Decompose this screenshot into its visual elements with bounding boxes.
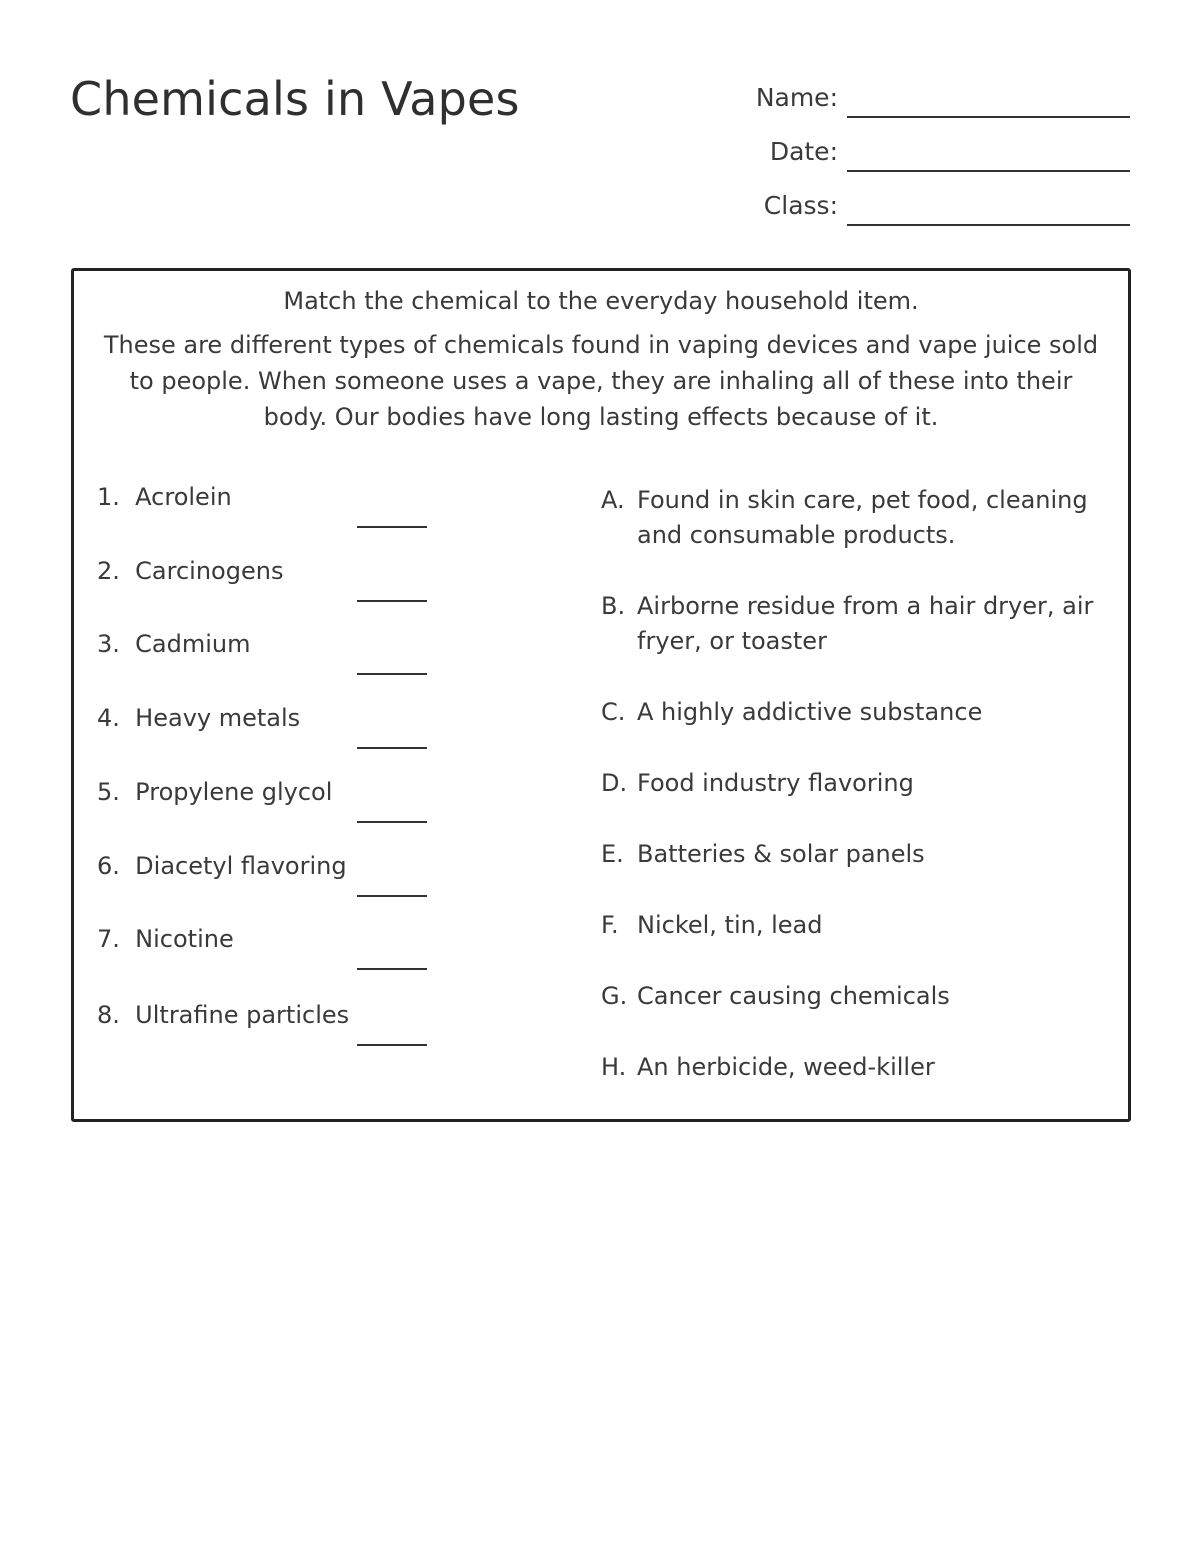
name-field-row — [700, 78, 1130, 118]
answer-blank[interactable] — [357, 1044, 427, 1046]
answer-text: An herbicide, weed-killer — [637, 1053, 935, 1081]
class-field-row — [700, 186, 1130, 226]
question-text: 7. Nicotine — [97, 925, 234, 953]
question-item — [97, 557, 437, 591]
question-text: 1. Acrolein — [97, 483, 232, 511]
answer-option — [601, 979, 1101, 1014]
answer-letter: F. — [601, 911, 619, 939]
answer-letter: G. — [601, 982, 628, 1010]
question-text: 6. Diacetyl flavoring — [97, 852, 347, 880]
question-item — [97, 630, 437, 664]
question-item — [97, 778, 437, 812]
answer-text: Batteries & solar panels — [637, 840, 925, 868]
answer-letter: B. — [601, 592, 626, 620]
question-text: 5. Propylene glycol — [97, 778, 333, 806]
question-text: 2. Carcinogens — [97, 557, 284, 585]
intro-paragraph: These are different types of chemicals found in vaping devices and vape juice sold to people. When someone uses a vape, they are inhaling all of these into their body. Our bodies have long lasting effects because of it. — [103, 331, 1099, 431]
answer-text: Airborne residue from a hair dryer, air fryer, or toaster — [637, 592, 1094, 655]
answer-blank[interactable] — [357, 673, 427, 675]
page-title: Chemicals in Vapes — [70, 72, 520, 126]
answer-option — [601, 589, 1101, 659]
question-item — [97, 852, 437, 886]
answer-blank[interactable] — [357, 600, 427, 602]
class-field-line[interactable] — [847, 224, 1130, 226]
answer-option — [601, 766, 1101, 801]
answer-blank[interactable] — [357, 968, 427, 970]
name-field-line[interactable] — [847, 116, 1130, 118]
date-label: Date: — [769, 137, 838, 166]
answer-text: Found in skin care, pet food, cleaning and consumable products. — [637, 486, 1088, 549]
question-item — [97, 483, 437, 517]
question-text: 4. Heavy metals — [97, 704, 301, 732]
answer-blank[interactable] — [357, 895, 427, 897]
question-item — [97, 1001, 437, 1035]
answer-blank[interactable] — [357, 821, 427, 823]
answer-text: Food industry flavoring — [637, 769, 914, 797]
date-field-row — [700, 132, 1130, 172]
answer-letter: E. — [601, 840, 624, 868]
answer-blank[interactable] — [357, 526, 427, 528]
name-label: Name: — [755, 83, 838, 112]
question-item — [97, 704, 437, 738]
question-text: 8. Ultrafine particles — [97, 1001, 350, 1029]
date-field-line[interactable] — [847, 170, 1130, 172]
answer-letter: H. — [601, 1053, 627, 1081]
answer-text: Cancer causing chemicals — [637, 982, 950, 1010]
answer-option — [601, 908, 1101, 943]
question-text: 3. Cadmium — [97, 630, 251, 658]
answer-blank[interactable] — [357, 747, 427, 749]
worksheet-box — [71, 268, 1131, 1122]
answer-option — [601, 837, 1101, 872]
answer-letter: A. — [601, 486, 625, 514]
answer-letter: D. — [601, 769, 628, 797]
instructions: Match the chemical to the everyday household item. — [283, 287, 919, 315]
answer-text: A highly addictive substance — [637, 698, 983, 726]
answer-text: Nickel, tin, lead — [637, 911, 823, 939]
answer-option — [601, 1050, 1101, 1085]
answer-option — [601, 695, 1101, 730]
answer-option — [601, 483, 1101, 553]
question-item — [97, 925, 437, 959]
answer-letter: C. — [601, 698, 626, 726]
class-label: Class: — [763, 191, 838, 220]
